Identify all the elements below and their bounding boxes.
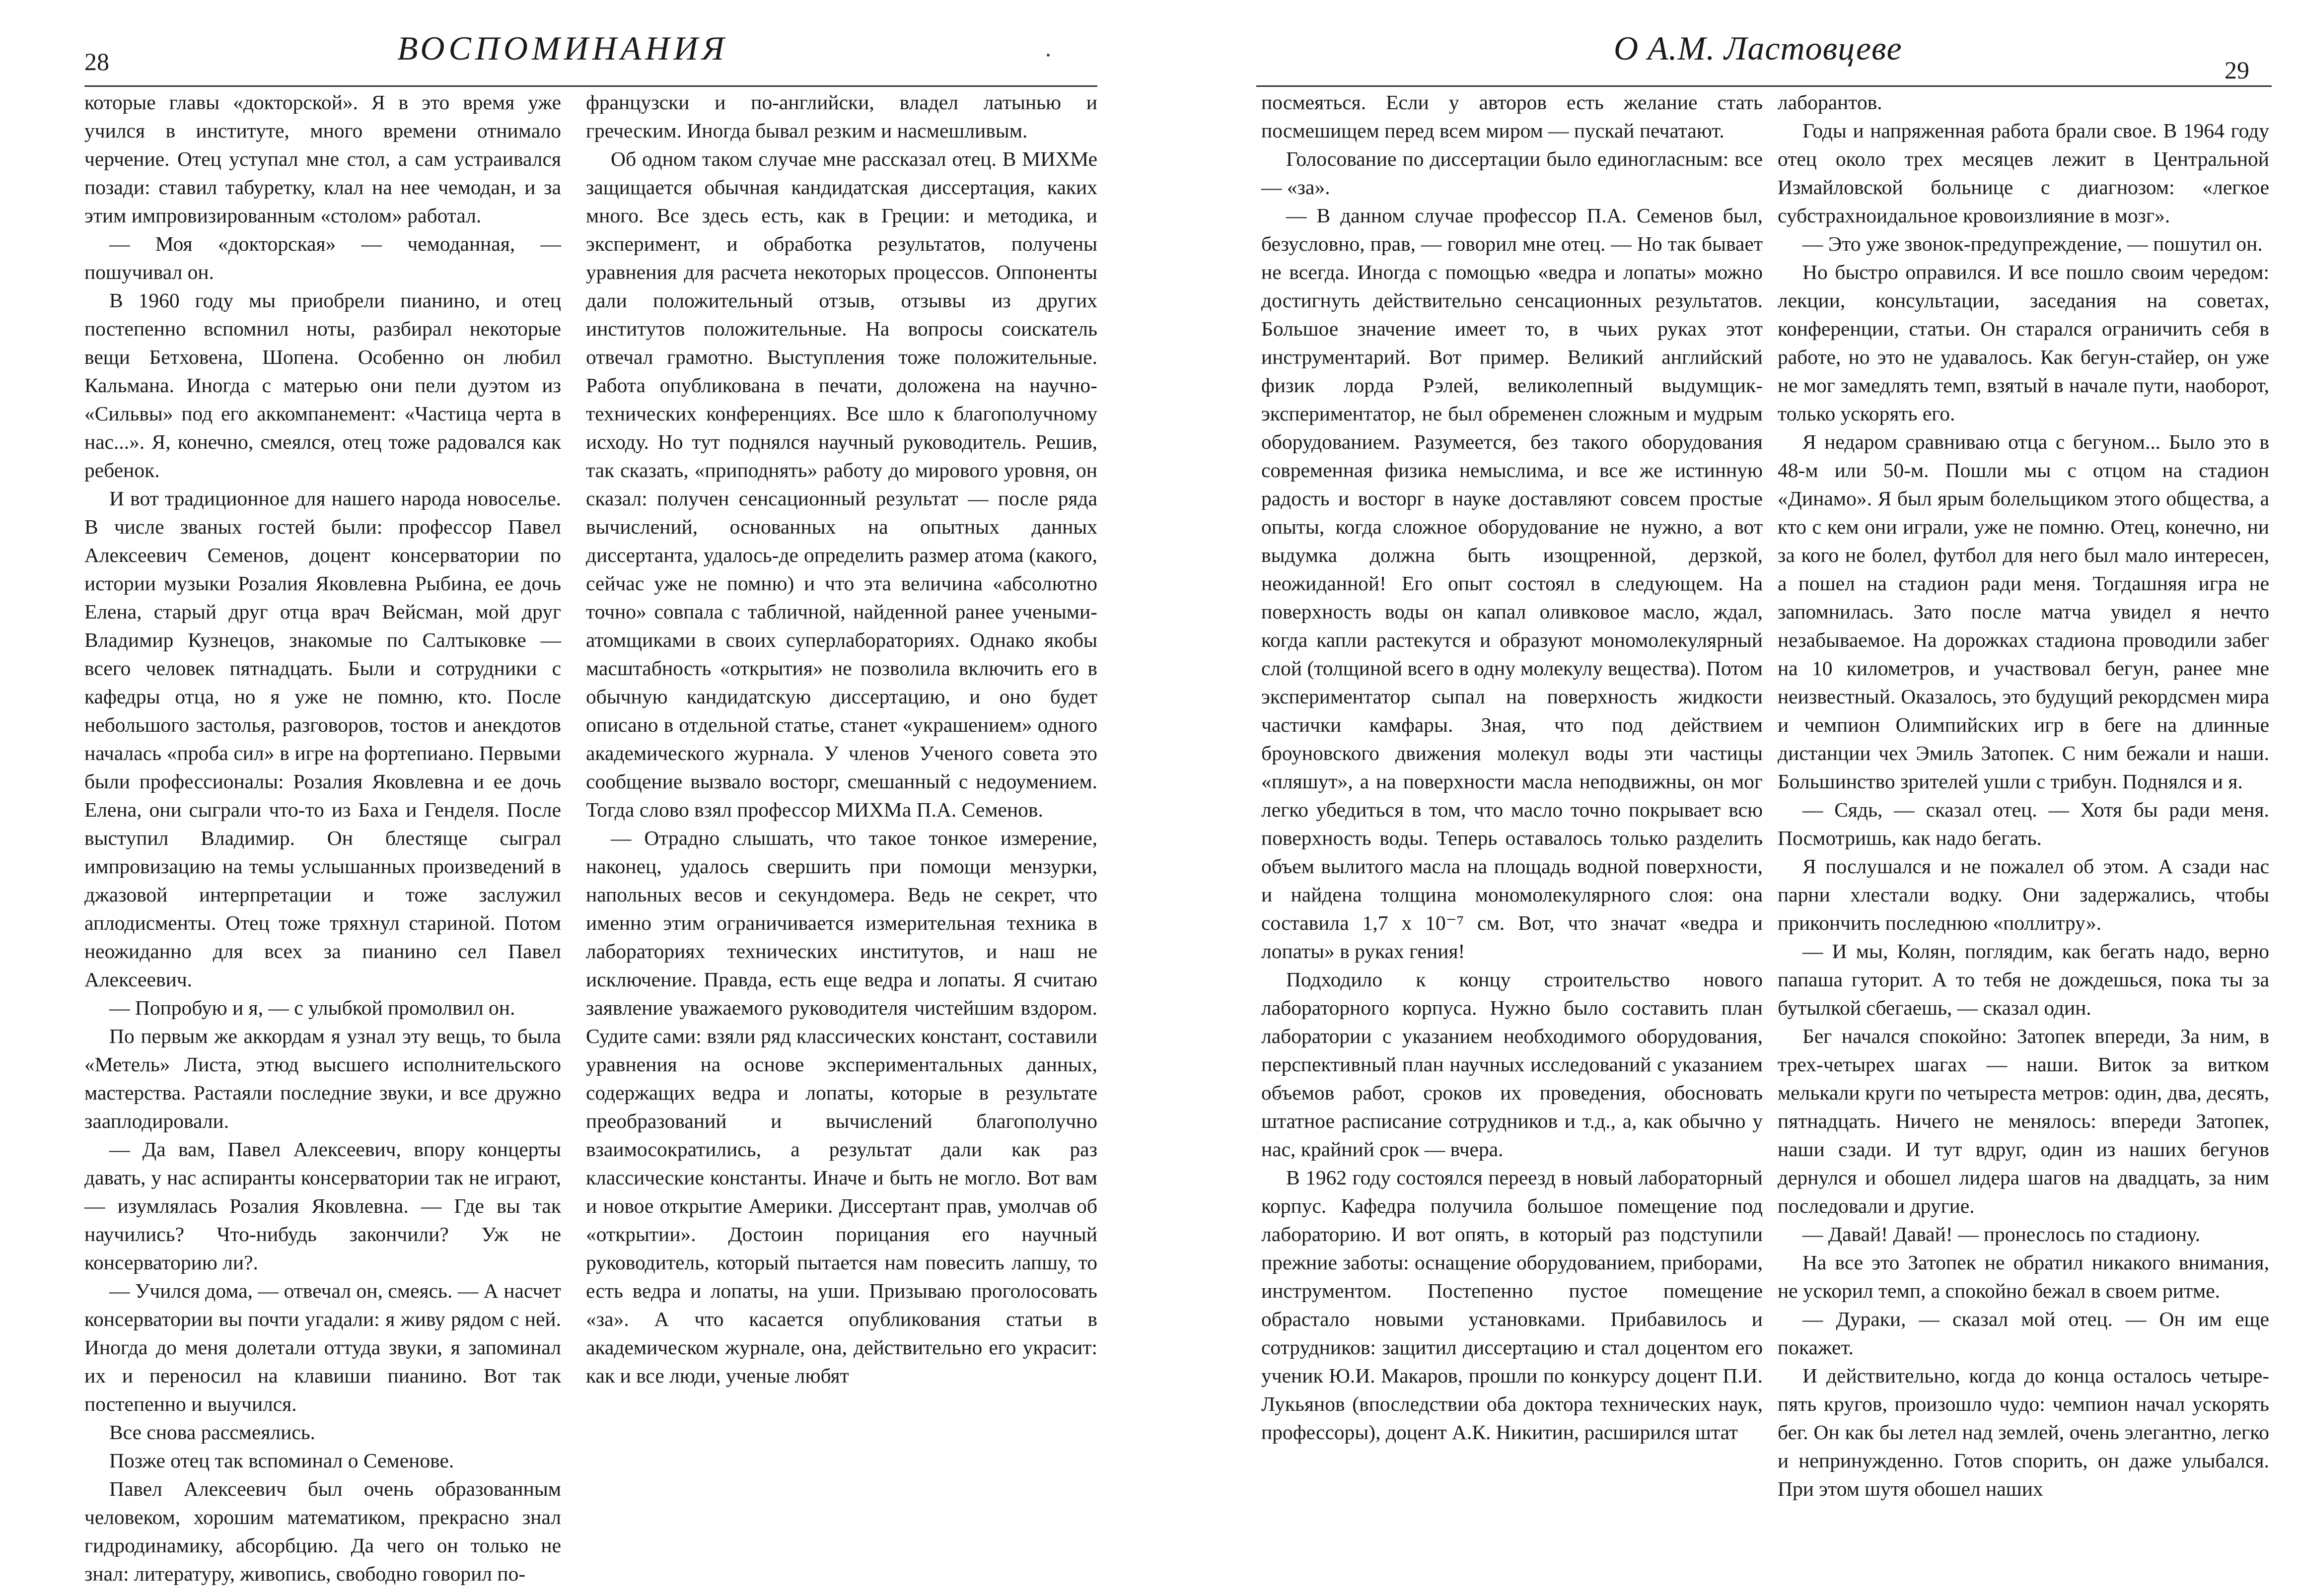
page-number: 28: [84, 48, 109, 75]
paragraph: лаборантов.: [1778, 91, 1882, 114]
paragraph: И вот традиционное для нашего народа новоселье. В числе званых гостей были: профессор Павел Алексеевич Семенов, доцент консерватории по истории музыки Розалия Яковлевна Рыбина, ее дочь Елена, старый друг отца врач Вейсман, мой друг Владимир Кузнецов, знакомые по Салтыковке — всего человек пятнадцать. Были и сотрудники с кафедры отца, но я уже не помню, кто. После небольшого застолья, разговоров, тостов и анекдотов началась «проба сил» в игре на фортепиано. Первыми были профессионалы: Розалия Яковлевна и ее дочь Елена, они сыграли что-то из Баха и Генделя. После выступил Владимир. Он блестяще сыграл импровизацию на темы услышанных произведений в джазовой интерпретации и тоже заслужил аплодисменты. Отец тоже тряхнул стариной. Потом неожиданно для всех за пианино сел Павел Алексеевич.: [84, 487, 561, 991]
paragraph: — Сядь, — сказал отец. — Хотя бы ради меня. Посмотришь, как надо бегать.: [1778, 798, 2269, 849]
paragraph: Годы и напряженная работа брали свое. В 1964 году отец около трех месяцев лежит в Центральной Измайловской больнице с диагнозом: «легкое субстрахноидальное кровоизлияние в мозг».: [1778, 119, 2269, 227]
paragraph: — Учился дома, — отвечал он, смеясь. — А насчет консерватории вы почти угадали: я живу рядом с ней. Иногда до меня долетали оттуда звуки, я запоминал их и переносил на клавиши пианино. Вот так постепенно и выучился.: [84, 1279, 561, 1415]
text-column: [1261, 88, 1763, 1568]
paragraph: — Дураки, — сказал мой отец. — Он им еще покажет.: [1778, 1308, 2269, 1359]
paragraph: Подходило к концу строительство нового лабораторного корпуса. Нужно было составить план лаборатории с указанием необходимого оборудования, перспективный план научных исследований с указанием объемов работ, сроков их проведения, обосновать штатное расписание сотрудников и т.д., а, как обычно у нас, крайний срок — вчера.: [1261, 968, 1763, 1161]
paragraph: — Да вам, Павел Алексеевич, впору концерты давать, у нас аспиранты консерватории так не играют, — изумлялась Розалия Яковлевна. — Где вы так научились? Что-нибудь закончили? Уж не консерваторию ли?.: [84, 1138, 561, 1274]
paragraph: — Давай! Давай! — пронеслось по стадиону.: [1802, 1223, 2201, 1246]
header-rule: [84, 85, 1097, 87]
paragraph: Но быстро оправился. И все пошло своим чередом: лекции, консультации, заседания на советах, конференции, статьи. Он старался ограничить себя в работе, но это не удавалось. Как бегун-стайер, он уже не мог замедлять темп, взятый в начале пути, наоборот, только ускорять его.: [1778, 261, 2269, 425]
text-column: [1778, 88, 2269, 1568]
paragraph: — Это уже звонок-предупреждение, — пошутил он.: [1802, 232, 2263, 255]
paragraph: Я недаром сравниваю отца с бегуном... Было это в 48-м или 50-м. Пошли мы с отцом на стадион «Динамо». Я был ярым болельщиком этого общества, а кто с кем они играли, уже не помню. Отец, конечно, ни за кого не болел, футбол для него был мало интересен, а пошел на стадион ради меня. Тогдашняя игра не запомнилась. Зато после матча увидел я нечто незабываемое. На дорожках стадиона проводили забег на 10 километров, и участвовал бегун, ранее мне неизвестный. Оказалось, это будущий рекордсмен мира и чемпион Олимпийских игр в беге на длинные дистанции чех Эмиль Затопек. С ним бежали и наши. Большинство зрителей ушли с трибун. Поднялся и я.: [1778, 430, 2269, 793]
print-mark: [1047, 54, 1050, 57]
paragraph: Павел Алексеевич был очень образованным человеком, хорошим математиком, прекрасно знал гидродинамику, абсорбцию. Да чего он только не знал: литературу, живопись, свободно говорил по-: [84, 1477, 561, 1585]
paragraph: — В данном случае профессор П.А. Семенов был, безусловно, прав, — говорил мне отец. — Но так бывает не всегда. Иногда с помощью «ведра и лопаты» можно достигнуть действительно сенсационных результатов. Большое значение имеет то, в чьих руках этот инструментарий. Вот пример. Великий английский физик лорда Рэлей, великолепный выдумщик-экспериментатор, не был обременен сложным и мудрым оборудованием. Разумеется, без такого оборудования современная физика немыслима, и все же истинную радость и восторг в науке доставляют совсем простые опыты, когда сложное оборудование не нужно, а вот выдумка должна быть изощренной, дерзкой, неожиданной! Его опыт состоял в следующем. На поверхность воды он капал оливковое масло, ждал, когда капли растекутся и образуют мономолекулярный слой (толщиной всего в одну молекулу вещества). Потом экспериментатор сыпал на поверхность жидкости частички камфары. Зная, что под действием броуновского движения молекул воды эти частицы «пляшут», а на поверхности масла неподвижны, он мог легко убедиться в том, что масло точно покрывает всю поверхность воды. Теперь оставалось только разделить объем вылитого масла на площадь водной поверхности, и найдена толщина мономолекулярного слоя: она составила 1,7 х 10⁻⁷ см. Вот, что значат «ведра и лопаты» в руках гения!: [1261, 204, 1763, 963]
paragraph: — Попробую и я, — с улыбкой промолвил он.: [109, 996, 515, 1019]
page-number: 29: [2225, 56, 2249, 84]
paragraph: Позже отец так вспоминал о Семенове.: [109, 1449, 454, 1472]
paragraph: Об одном таком случае мне рассказал отец. В МИХМе защищается обычная кандидатская диссертация, каких много. Все здесь есть, как в Греции: и методика, и эксперимент, и обработка результатов, получены уравнения для расчета некоторых процессов. Оппоненты дали положительный отзыв, отзывы из других институтов положительные. На вопросы соискатель отвечал грамотно. Выступления тоже положительные. Работа опубликована в печати, доложена на научно-технических конференциях. Все шло к благополучному исходу. Но тут поднялся научный руководитель. Решив, так сказать, «приподнять» работу до мирового уровня, он сказал: получен сенсационный результат — после ряда вычислений, основанных на опытных данных диссертанта, удалось-де определить размер атома (какого, сейчас уже не помню) и что эта величина «абсолютно точно» совпала с табличной, найденной ранее учеными-атомщиками в своих суперлабораториях. Однако якобы масштабность «открытия» не позволила включить его в обычную кандидатскую диссертацию, и оно будет описано в отдельной статье, станет «украшением» одного академического журнала. У членов Ученого совета это сообщение вызвало восторг, смешанный с недоумением. Тогда слово взял профессор МИХМа П.А. Семенов.: [586, 147, 1097, 821]
paragraph: которые главы «докторской». Я в это время уже учился в институте, много времени отнимало черчение. Отец уступал мне стол, а сам устраивался позади: ставил табуретку, клал на нее чемодан, и за этим импровизированным «столом» работал.: [84, 91, 561, 227]
text-column: [586, 88, 1097, 1568]
paragraph: — Отрадно слышать, что такое тонкое измерение, наконец, удалось свершить при помощи мензурки, напольных весов и секундомера. Ведь не секрет, что именно этим ограничивается измерительная техника в лабораториях технических институтов, и наш не исключение. Правда, есть еще ведра и лопаты. Я считаю заявление уважаемого руководителя чистейшим вздором. Судите сами: взяли ряд классических констант, составили уравнения на основе экспериментальных данных, содержащих ведра и лопаты, которые в результате преобразований и вычислений благополучно взаимосократились, а результат дали как раз классические константы. Иначе и быть не могло. Вот вам и новое открытие Америки. Диссертант прав, умолчав об «открытии». Достоин порицания его научный руководитель, который пытается нам повесить лапшу, то есть ведра и лопаты, на уши. Призываю проголосовать «за». А что касается опубликования статьи в академическом журнале, она, действительно его украсит: как и все люди, ученые любят: [586, 827, 1097, 1387]
paragraph: По первым же аккордам я узнал эту вещь, то была «Метель» Листа, этюд высшего исполнительского мастерства. Растаяли последние звуки, и все дружно зааплодировали.: [84, 1025, 561, 1132]
right-page: [1187, 0, 2297, 1596]
paragraph: посмеяться. Если у авторов есть желание стать посмешищем перед всем миром — пускай печатают.: [1261, 91, 1763, 142]
paragraph: В 1962 году состоялся переезд в новый лабораторный корпус. Кафедра получила большое помещение под лабораторию. И вот опять, в который раз подступили прежние заботы: оснащение оборудованием, приборами, инструментом. Постепенно пустое помещение обрастало новыми установками. Прибавилось и сотрудников: защитил диссертацию и стал доцентом его ученик Ю.И. Макаров, прошли по конкурсу доцент П.И. Лукьянов (впоследствии оба доктора технических наук, профессоры), доцент А.К. Никитин, расширился штат: [1261, 1166, 1763, 1444]
running-head: ВОСПОМИНАНИЯ: [397, 29, 728, 67]
text-column: [84, 88, 561, 1585]
paragraph: И действительно, когда до конца осталось четыре-пять кругов, произошло чудо: чемпион начал ускорять бег. Он как бы летел над землей, очень элегантно, легко и непринужденно. Готов спорить, он даже улыбался. При этом шутя обошел наших: [1778, 1364, 2269, 1500]
paragraph: — Моя «докторская» — чемоданная, — пошучивал он.: [84, 232, 561, 283]
header-rule: [1256, 85, 2272, 87]
paragraph: французски и по-английски, владел латынью и греческим. Иногда бывал резким и насмешливым.: [586, 91, 1097, 142]
paragraph: Бег начался спокойно: Затопек впереди, За ним, в трех-четырех шагах — наши. Виток за витком мелькали круги по четыреста метров: один, два, десять, пятнадцать. Ничего не менялось: впереди Затопек, наши сзади. И тут вдруг, один из наших бегунов дернулся и обошел лидера шагов на двадцать, за ним последовали и другие.: [1778, 1025, 2269, 1217]
paragraph: В 1960 году мы приобрели пианино, и отец постепенно вспомнил ноты, разбирал некоторые вещи Бетховена, Шопена. Особенно он любил Кальмана. Иногда с матерью они пели дуэтом из «Сильвы» под его аккомпанемент: «Частица черта в нас...». Я, конечно, смеялся, отец тоже радовался как ребенок.: [84, 289, 561, 482]
paragraph: На все это Затопек не обратил никакого внимания, не ускорил темп, а спокойно бежал в своем ритме.: [1778, 1251, 2269, 1302]
paragraph: Все снова рассмеялись.: [109, 1421, 316, 1444]
left-page: [0, 0, 1117, 1596]
running-head: О А.М. Ластовцеве: [1614, 29, 1902, 67]
paragraph: — И мы, Колян, поглядим, как бегать надо, верно папаша гуторит. А то тебя не дождешься, пока ты за бутылкой сбегаешь, — сказал один.: [1778, 940, 2269, 1019]
paragraph: Голосование по диссертации было единогласным: все — «за».: [1261, 147, 1763, 199]
paragraph: Я послушался и не пожалел об этом. А сзади нас парни хлестали водку. Они задержались, чтобы прикончить последнюю «поллитру».: [1778, 855, 2269, 934]
